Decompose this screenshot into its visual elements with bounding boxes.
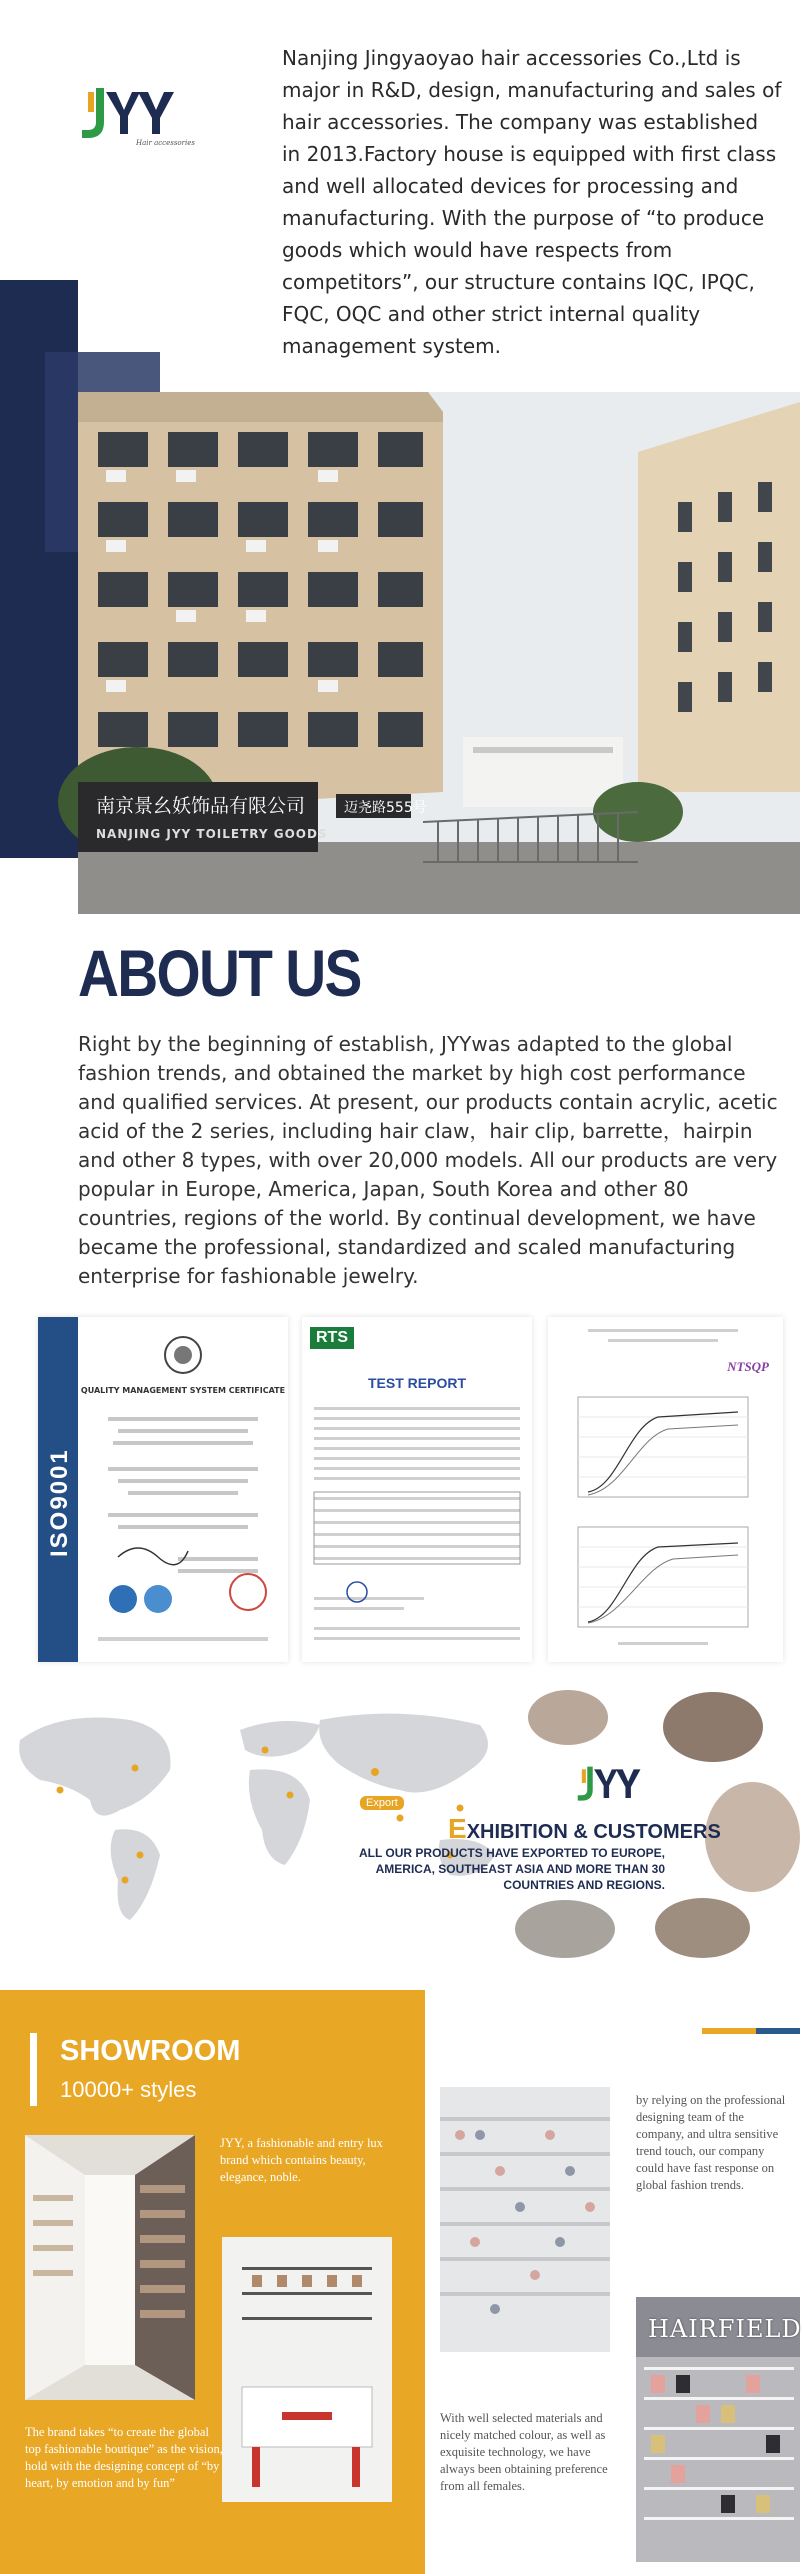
iso-cert-title: QUALITY MANAGEMENT SYSTEM CERTIFICATE: [80, 1386, 286, 1395]
hairfield-sign: HAIRFIELD: [648, 2315, 802, 2343]
about-paragraph: Right by the beginning of establish, JYYwas adapted to the global fashion trends, and obtained the market by high cost performance and qualified services. At present, our products contain acrylic, acetic acid of the 2 series, including hair claw，hair clip, barrette，hairpin and other 8 types, with over 20,000 models. All our products are very popular in Europe, America, Japan, South Korea and other 80 countries, regions of the world. By continual development, we have became the professional, standardized and scaled manufacturing enterprise for fashionable jewelry.: [78, 1032, 778, 1288]
customer-photo: [515, 1900, 615, 1958]
showroom-text-vision: The brand takes “to create the global top fashionable boutique” as the vision, hold with the designing concept of “by heart, by emotion and by fun”: [25, 2425, 223, 2490]
showroom-text-materials: With well selected materials and nicely matched colour, as well as exquisite technology, we have always been obtaining preference from all females.: [440, 2411, 608, 2493]
showroom-text-design-team: by relying on the professional designing team of the company, and ultra sensitive trend touch, our company could have fast response on global fashion trends.: [636, 2093, 786, 2192]
showroom-accent-bar: [30, 2033, 37, 2106]
customer-photo: [655, 1898, 750, 1958]
rts-logo: RTS: [310, 1327, 354, 1349]
exhibition-title-initial: E: [448, 1813, 467, 1844]
showroom-text-brand: JYY, a fashionable and entry lux brand which contains beauty, elegance, noble.: [220, 2136, 383, 2184]
ntsqp-report: [548, 1317, 783, 1662]
export-label: Export: [360, 1796, 404, 1810]
exhibition-title-rest: XHIBITION & CUSTOMERS: [466, 1821, 721, 1843]
exhibition-subtitle: ALL OUR PRODUCTS HAVE EXPORTED TO EUROPE, AMERICA, SOUTHEAST ASIA AND MORE THAN 30 COUNTRIES AND REGIONS.: [358, 1846, 665, 1892]
about-title: ABOUT US: [78, 936, 361, 1010]
showroom-right-accent: [702, 2028, 800, 2034]
factory-sign-en: NANJING JYY TOILETRY GOODS: [96, 827, 328, 841]
customer-photo: [663, 1692, 763, 1762]
logo-tagline: Hair accessories: [136, 139, 195, 147]
gate-number: 迈尧路555号: [344, 800, 427, 816]
showroom-photo-aisle: [25, 2135, 195, 2400]
factory-sign-cn: 南京景幺妖饰品有限公司: [96, 795, 306, 817]
intro-paragraph: Nanjing Jingyaoyao hair accessories Co.,Ltd is major in R&D, design, manufacturing and sales of hair accessories. The company was established in 2013.Factory house is equipped with first class and well allocated devices for processing and manufacturing. With the purpose of “to produce goods which would have respects from competitors”, our structure contains IQC, IPQC, FQC, OQC and other strict internal quality management system.: [282, 46, 782, 358]
iso-label: ISO9001: [46, 1448, 73, 1557]
iso-certificate: [38, 1317, 288, 1662]
test-report-title: TEST REPORT: [367, 1375, 466, 1391]
exhibition-title: [448, 1813, 721, 1845]
iso-band: [38, 1317, 78, 1662]
factory-photo: [78, 392, 800, 914]
showroom-title: SHOWROOM: [60, 2035, 241, 2067]
test-report-certificate: [302, 1317, 532, 1662]
showroom-subtitle: 10000+ styles: [60, 2077, 197, 2102]
showroom-photo-hairfield: [636, 2297, 800, 2562]
jyy-logo: [78, 82, 195, 148]
ntsqp-logo: NTSQP: [727, 1359, 769, 1374]
showroom-photo-counter: [222, 2237, 392, 2502]
showroom-photo-wall: [440, 2087, 610, 2352]
jyy-logo-small: [575, 1762, 650, 1808]
customer-photo: [528, 1690, 608, 1745]
